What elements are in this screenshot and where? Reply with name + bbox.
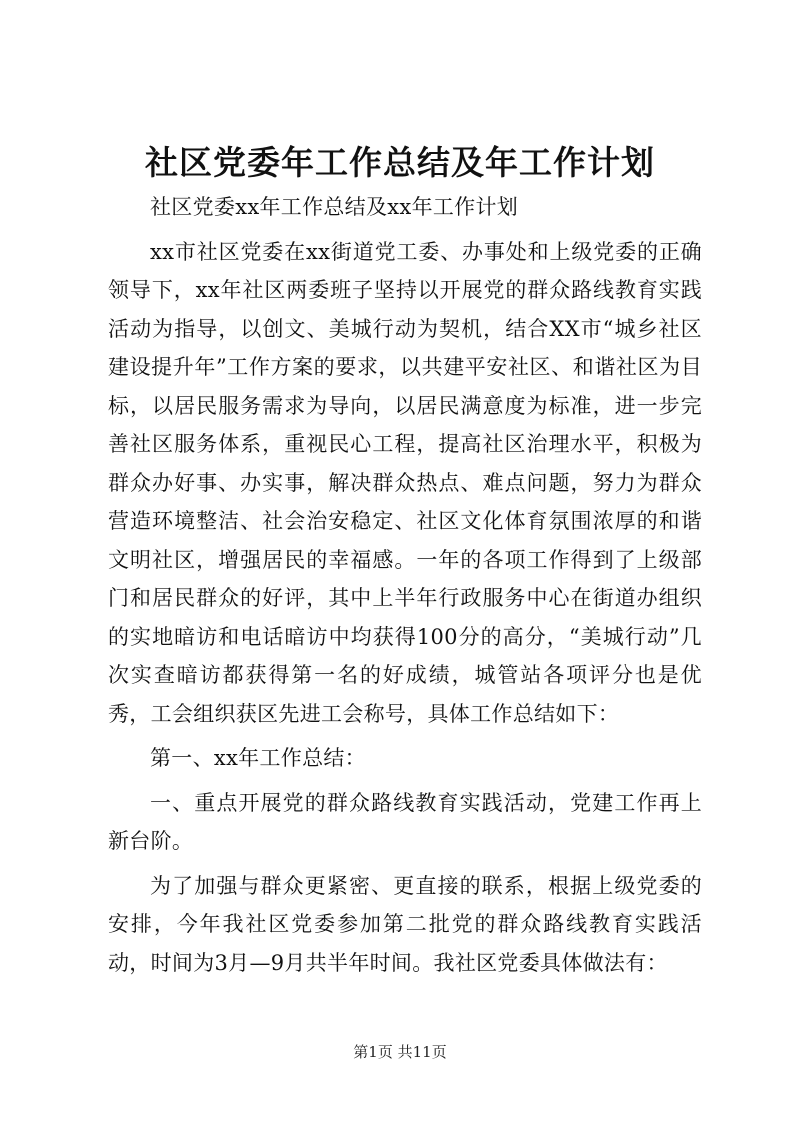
page-number-footer: 第1页 共11页 — [353, 1043, 447, 1061]
section-heading: 第一、xx年工作总结： — [150, 746, 366, 770]
document-title: 社区党委年工作总结及年工作计划 — [145, 143, 655, 182]
document-body — [108, 188, 702, 982]
body-paragraph: 为了加强与群众更紧密、更直接的联系，根据上级党委的安排，今年我社区党委参加第二批党的群众路线教育实践活动，时间为3月—9月共半年时间。我社区党委具体做法有： — [108, 873, 702, 975]
subtitle-paragraph: 社区党委xx年工作总结及xx年工作计划 — [150, 195, 519, 219]
intro-paragraph: xx市社区党委在xx街道党工委、办事处和上级党委的正确领导下，xx年社区两委班子坚持以开展党的群众路线教育实践活动为指导，以创文、美城行动为契机，结合XX市“城乡社区建设提升年”工作方案的要求，以共建平安社区、和谐社区为目标，以居民服务需求为导向，以居民满意度为标准，进一步完善社区服务体系，重视民心工程，提高社区治理水平，积极为群众办好事、办实事，解决群众热点、难点问题，努力为群众营造环境整洁、社会治安稳定、社区文化体育氛围浓厚的和谐文明社区，增强居民的幸福感。一年的各项工作得到了上级部门和居民群众的好评，其中上半年行政服务中心在街道办组织的实地暗访和电话暗访中均获得100分的高分，“美城行动”几次实查暗访都获得第一名的好成绩，城管站各项评分也是优秀，工会组织获区先进工会称号，具体工作总结如下： — [108, 239, 702, 726]
subsection-heading: 一、重点开展党的群众路线教育实践活动，党建工作再上新台阶。 — [108, 790, 702, 853]
